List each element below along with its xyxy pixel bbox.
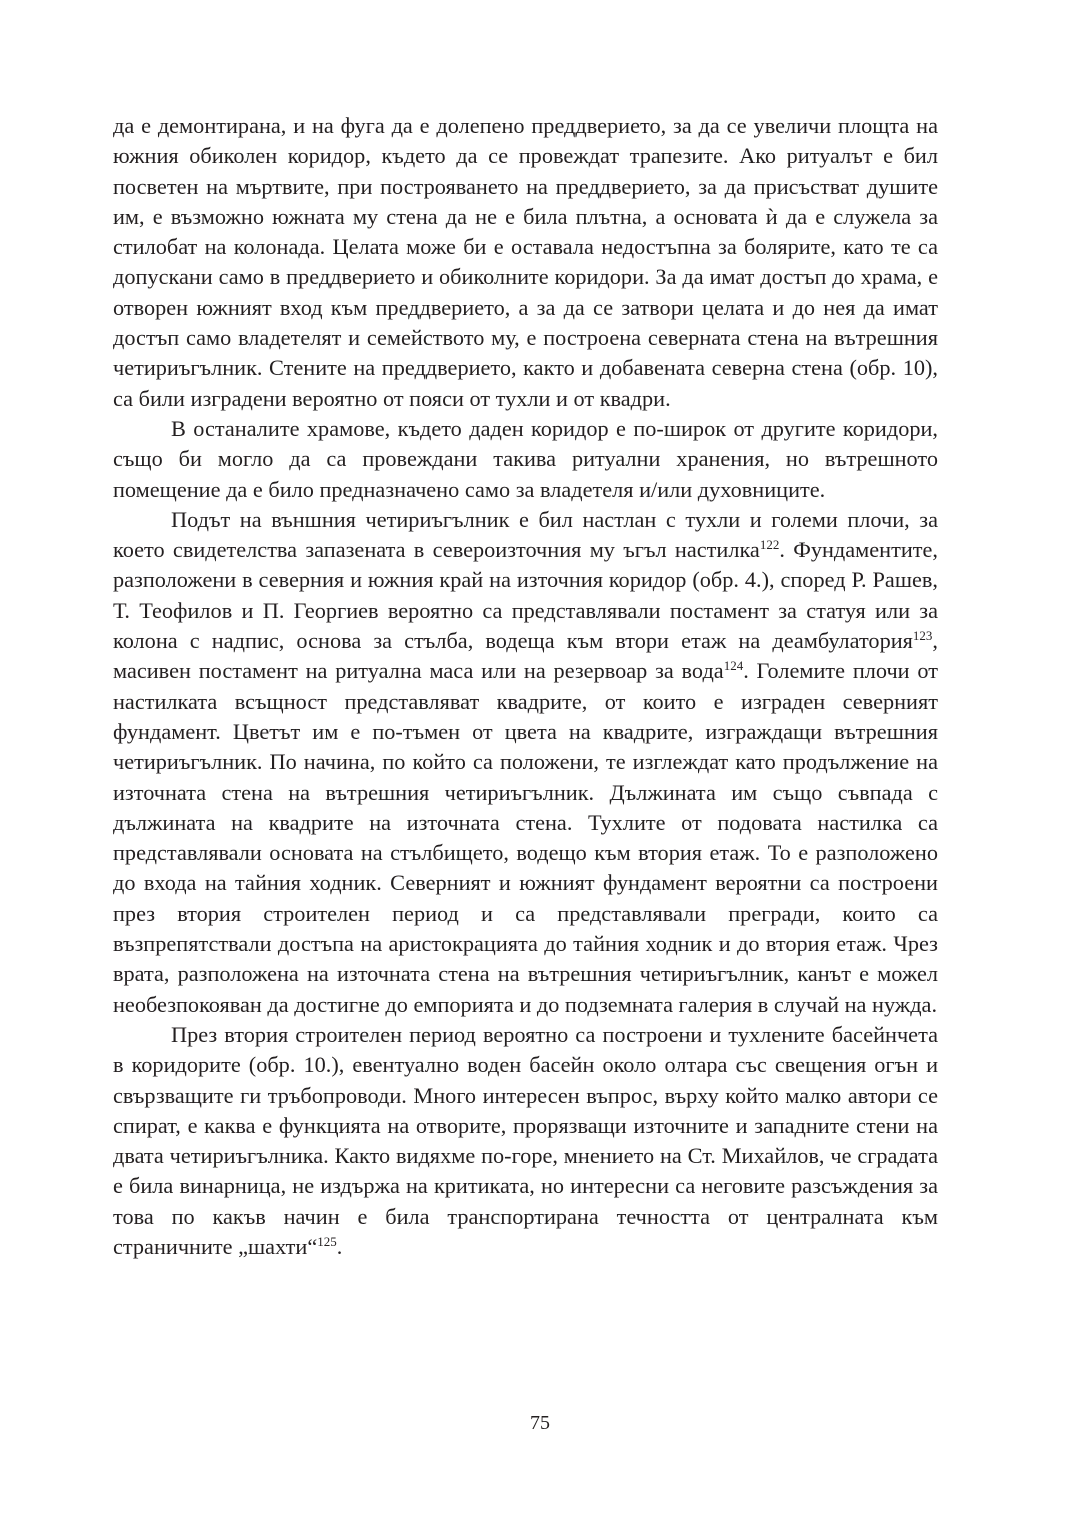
footnote-ref-122[interactable]: 122 bbox=[759, 537, 780, 553]
text-segment: Подът на външния четириъгълник е бил настлан с тухли и големи плочи, за което свидетелства запазената в североизточния му ъгъл настилка bbox=[113, 506, 938, 563]
footnote-ref-123[interactable]: 123 bbox=[912, 628, 933, 644]
paragraph-2 bbox=[113, 414, 938, 505]
text-segment: В останалите храмове, където даден коридор е по-широк от другите коридори, също би могло да са провеждани такива ритуални хранения, но вътрешното помещение да е било предназначено само за владетеля и/или духовниците. bbox=[113, 415, 938, 502]
paragraph-4 bbox=[113, 1020, 938, 1262]
paragraph-1 bbox=[113, 111, 938, 414]
text-segment: да е демонтирана, и на фуга да е долепено преддверието, за да се увеличи площта на южния обиколен коридор, където да се провеждат трапезите. Ако ритуалът е бил посветен на мъртвите, при построяването на преддверието, за да присъстват душите им, е възможно южната му стена да не е била плътна, а основата ѝ да е служела за стилобат на колонада. Целата може би е оставала недостъпна за болярите, като те са допускани само в преддверието и обиколните коридори. За да имат достъп до храма, е отворен южният вход към преддверието, а за да се затвори целата и до нея да имат достъп само владетелят и семейството му, е построена северната стена на вътрешния четириъгълник. Стените на преддверието, както и добавената северна стена (обр. 10), са били изградени вероятно от пояси от тухли и от квадри. bbox=[113, 113, 938, 411]
text-segment: . Фундаментите, разположени в северния и южния край на източния коридор (обр. 4.), според Р. Рашев, Т. Теофилов и П. Георгиев вероятно са представлявали постамент за статуя или за колона с надпис, основа за стълба, водеща към втори етаж на деамбулатория bbox=[113, 537, 938, 654]
text-segment: , масивен постамент на ритуална маса или на резервоар за вода bbox=[113, 628, 938, 684]
footnote-ref-124[interactable]: 124 bbox=[723, 658, 744, 674]
paragraph-3 bbox=[113, 505, 938, 1020]
text-segment: . Големите плочи от настилката всъщност представляват квадрите, от които е изграден северният фундамент. Цветът им е по-тъмен от цвета на квадрите, изграждащи вътрешния четириъгълник. По начина, по който са положени, те изглеждат като продължение на източната стена на вътрешния четириъгълник. Дължината им също съвпада с дължината на квадрите на източната стена. Тухлите от подовата настилка са представлявали основата на стълбището, водещо към втория етаж. То е разположено до входа на тайния ходник. Северният и южният фундамент вероятни са построени през втория строителен период и са представлявали прегради, които са възпрепятствали достъпа на аристокрацията до тайния ходник и до втория етаж. Чрез врата, разположена на източната стена на вътрешния четириъгълник, канът е можел необезпокояван да достигне до емпорията и до подземната галерия в случай на нужда. bbox=[113, 658, 938, 1017]
body-text bbox=[113, 111, 938, 1262]
text-segment: . bbox=[336, 1233, 343, 1259]
text-segment: През втория строителен период вероятно са построени и тухлените басейнчета в коридорите (обр. 10.), евентуално воден басейн около олтара със свещения огън и свързващите ги тръбопроводи. Много интересен въпрос, върху който малко автори се спират, е каква е функцията на отворите, прорязващи източните и западните стени на двата четириъгълника. Както видяхме по-горе, мнението на Ст. Михайлов, че сградата е била винарница, не издържа на критиката, но интересни са неговите разсъждения за това по какъв начин е била транспортирана течността от централната към страничните „шахти“ bbox=[113, 1021, 938, 1259]
footnote-ref-125[interactable]: 125 bbox=[317, 1233, 337, 1249]
page-number: 75 bbox=[530, 1412, 550, 1434]
